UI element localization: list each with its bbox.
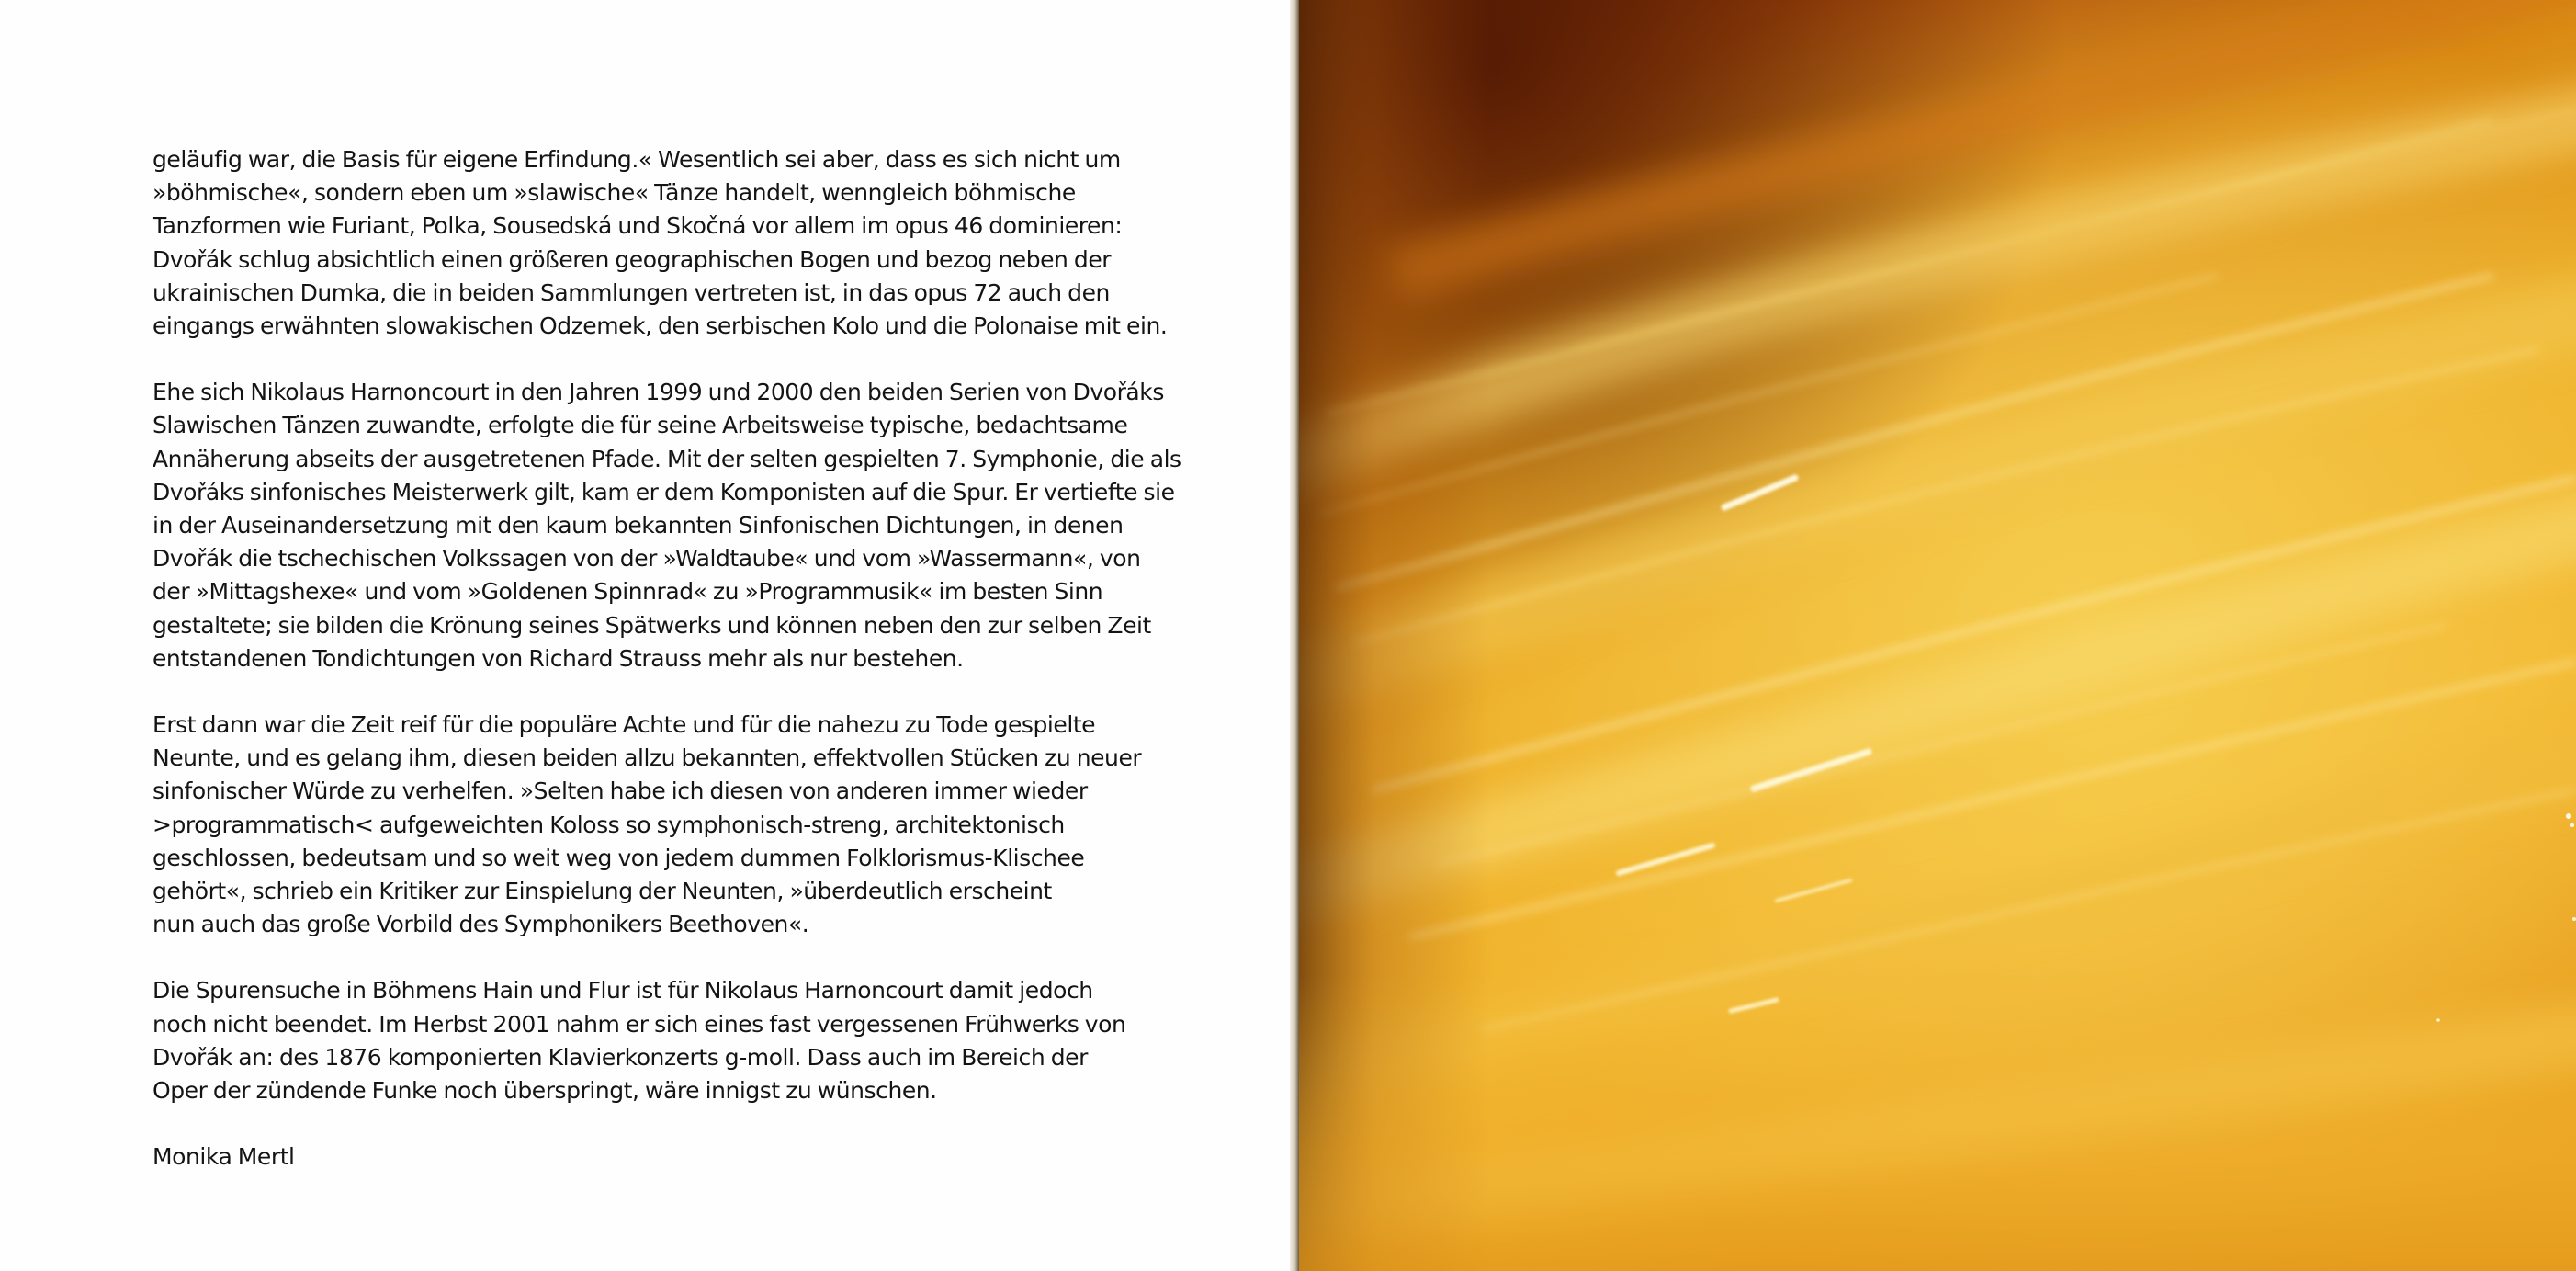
text-line: der »Mittagshexe« und vom »Goldenen Spinnrad« zu »Programmusik« im besten Sinn (153, 578, 1103, 606)
text-line: gehört«, schrieb ein Kritiker zur Einspielung der Neunten, »überdeutlich erscheint (153, 878, 1052, 905)
text-line: entstandenen Tondichtungen von Richard Strauss mehr als nur bestehen. (153, 644, 964, 672)
text-line: Ehe sich Nikolaus Harnoncourt in den Jahren 1999 und 2000 den beiden Serien von Dvořáks (153, 379, 1164, 406)
text-line: Dvořák an: des 1876 komponierten Klavierkonzerts g-moll. Dass auch im Bereich der (153, 1043, 1088, 1071)
abstract-orange-photo (1299, 0, 2576, 1271)
author-signature: Monika Mertl (153, 1143, 295, 1171)
text-line: nun auch das große Vorbild des Symphonikers Beethoven«. (153, 911, 809, 938)
photo-bottom-band (1299, 974, 2576, 1271)
text-line: Annäherung abseits der ausgetretenen Pfade. Mit der selten gespielten 7. Symphonie, die als (153, 445, 1181, 472)
right-page-photo (1299, 0, 2576, 1271)
text-line: Oper der zündende Funke noch überspringt, wäre innigst zu wünschen. (153, 1077, 937, 1105)
text-line: noch nicht beendet. Im Herbst 2001 nahm er sich eines fast vergessenen Frühwerks von (153, 1010, 1126, 1038)
paragraph-4 (153, 974, 1209, 1107)
text-line: »böhmische«, sondern eben um »slawische« Tänze handelt, wenngleich böhmische (153, 179, 1076, 207)
text-line: Neunte, und es gelang ihm, diesen beiden allzu bekannten, effektvollen Stücken zu neuer (153, 744, 1142, 772)
paragraph-3 (153, 709, 1209, 941)
text-line: eingangs erwähnten slowakischen Odzemek, den serbischen Kolo und die Polonaise mit ein. (153, 312, 1168, 340)
text-line: in der Auseinandersetzung mit den kaum bekannten Sinfonischen Dichtungen, in denen (153, 512, 1124, 539)
text-line: Slawischen Tänzen zuwandte, erfolgte die für seine Arbeitsweise typische, bedachtsame (153, 412, 1128, 439)
text-line: >programmatisch< aufgeweichten Koloss so symphonisch-streng, architektonisch (153, 811, 1065, 838)
text-line: geläufig war, die Basis für eigene Erfindung.« Wesentlich sei aber, dass es sich nicht um (153, 146, 1121, 173)
text-line: ukrainischen Dumka, die in beiden Sammlungen vertreten ist, in das opus 72 auch den (153, 278, 1110, 306)
text-line: Die Spurensuche in Böhmens Hain und Flur ist für Nikolaus Harnoncourt damit jedoch (153, 977, 1093, 1004)
text-line: gestaltete; sie bilden die Krönung seines Spätwerks und können neben den zur selben Zeit (153, 611, 1151, 639)
paragraph-2 (153, 376, 1209, 675)
text-line: Dvořák die tschechischen Volkssagen von der »Waldtaube« und vom »Wassermann«, von (153, 545, 1141, 573)
text-line: sinfonischer Würde zu verhelfen. »Selten habe ich diesen von anderen immer wieder (153, 777, 1088, 805)
text-line: Dvořák schlug absichtlich einen größeren geographischen Bogen und bezog neben der (153, 245, 1112, 273)
text-line: geschlossen, bedeutsam und so weit weg von jedem dummen Folklorismus-Klischee (153, 844, 1085, 871)
essay-text (153, 143, 1209, 1174)
text-line: Tanzformen wie Furiant, Polka, Sousedská und Skočná vor allem im opus 46 dominieren: (153, 212, 1123, 240)
paragraph-1 (153, 143, 1209, 343)
text-line: Dvořáks sinfonisches Meisterwerk gilt, kam er dem Komponisten auf die Spur. Er vertiefte sie (153, 478, 1175, 505)
text-line: Erst dann war die Zeit reif für die populäre Achte und für die nahezu zu Tode gespielte (153, 711, 1096, 739)
